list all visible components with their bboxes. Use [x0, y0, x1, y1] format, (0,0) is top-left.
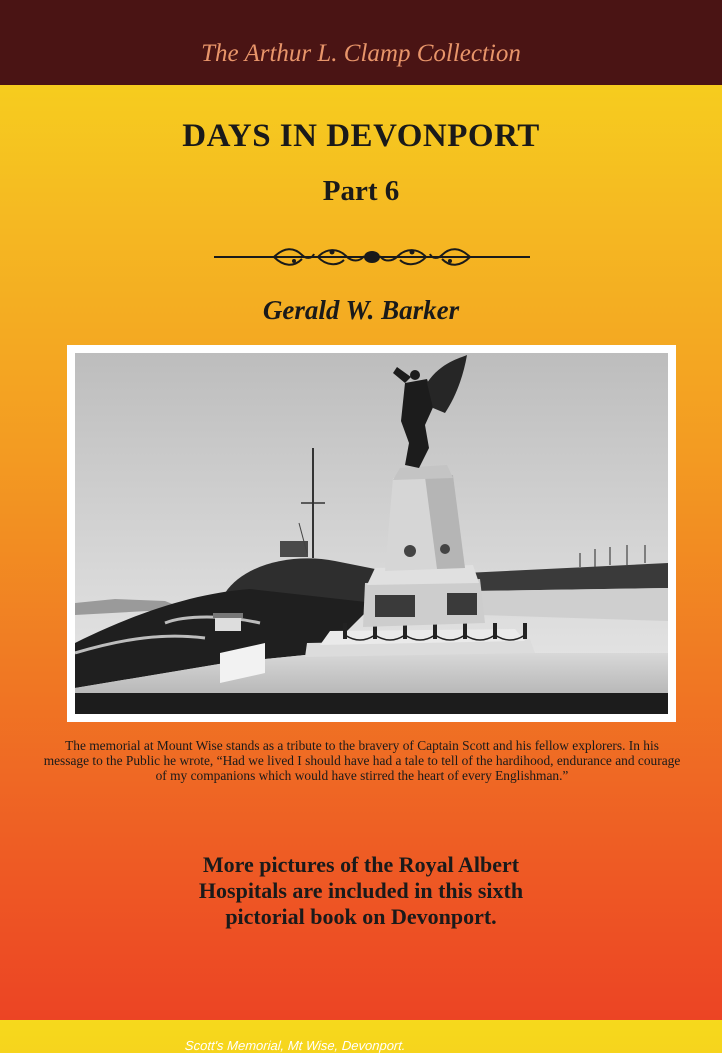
book-title: DAYS IN DEVONPORT	[182, 118, 540, 154]
book-subtitle: Part 6	[322, 175, 400, 207]
author-name: Gerald W. Barker	[262, 295, 460, 325]
memorial-photo-image	[75, 353, 668, 714]
collection-title: The Arthur L. Clamp Collection	[201, 40, 521, 67]
description-text: The memorial at Mount Wise stands as a tribute to the bravery of Captain Scott and his fellow explorers. In his message to the Public he wrote, “Had we lived I should have had a tale to tell of the hardihood, endurance and courage of my companions which would have stirred the heart of every Englishman.”	[43, 738, 681, 783]
promo-text: More pictures of the Royal Albert Hospitals are included in this sixth pictorial book on Devonport.	[198, 852, 524, 929]
photo-caption: Scott's Memorial, Mt Wise, Devonport.	[184, 1038, 407, 1053]
ornament-divider-icon	[214, 244, 530, 270]
